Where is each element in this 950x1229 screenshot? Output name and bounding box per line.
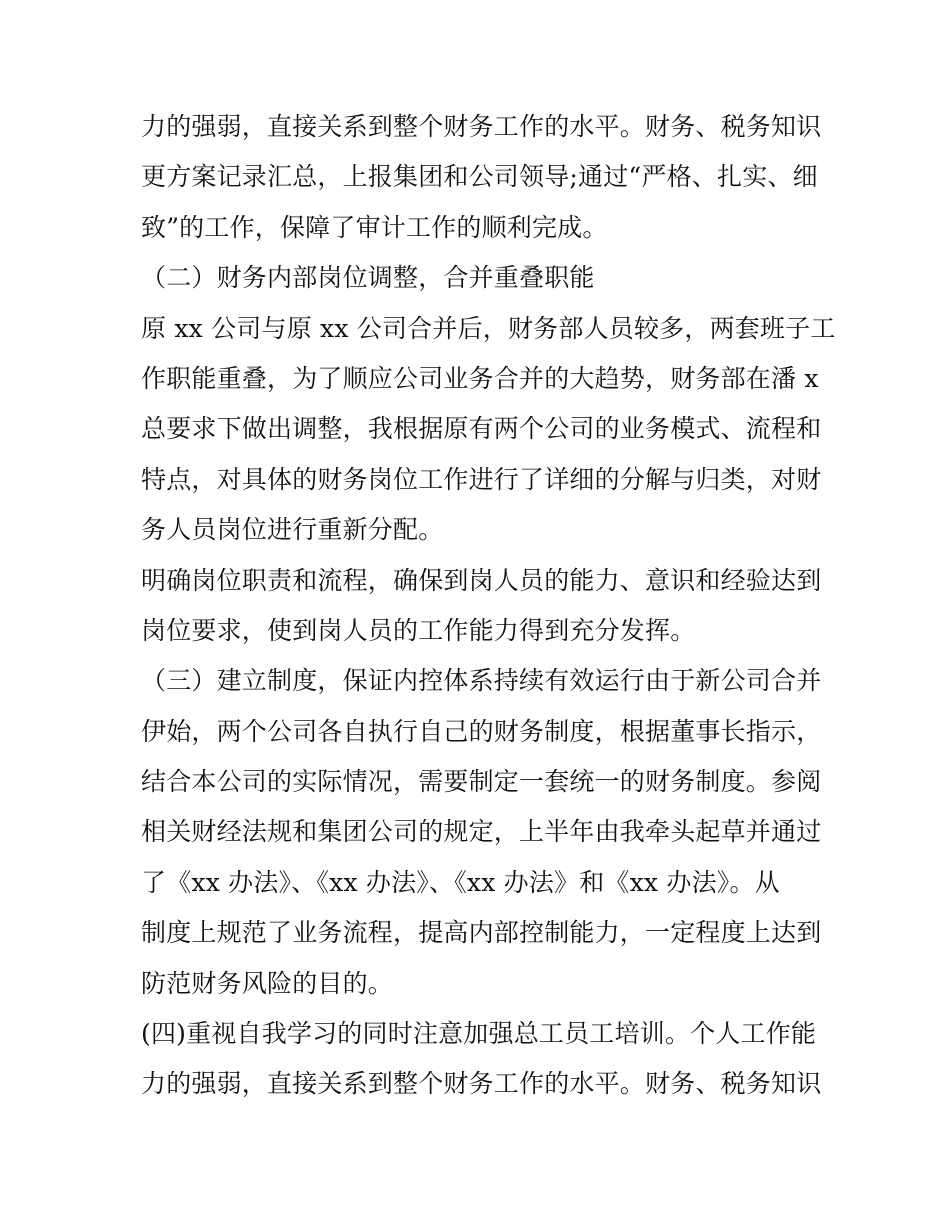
text-line: 明确岗位职责和流程，确保到岗人员的能力、意识和经验达到	[141, 565, 822, 595]
section-heading-3: （三）建立制度，保证内控体系持续有效运行由于新公司合并	[141, 666, 822, 696]
text-line: 相关财经法规和集团公司的规定，上半年由我牵头起草并通过	[141, 817, 822, 847]
text-line: 岗位要求，使到岗人员的工作能力得到充分发挥。	[141, 615, 696, 645]
text-line: 结合本公司的实际情况，需要制定一套统一的财务制度。参阅	[141, 767, 822, 797]
text-line: 原 xx 公司与原 xx 公司合并后，财务部人员较多，两套班子工	[141, 313, 836, 343]
text-line: 务人员岗位进行重新分配。	[141, 515, 444, 545]
text-line: 更方案记录汇总，上报集团和公司领导;通过“严格、扎实、细	[141, 162, 818, 192]
text-line: 作职能重叠，为了顺应公司业务合并的大趋势，财务部在潘 x	[141, 363, 819, 393]
text-line: 了《xx 办法》、《xx 办法》、《xx 办法》和《xx 办法》。从	[141, 867, 780, 897]
section-heading-2: （二）财务内部岗位调整，合并重叠职能	[141, 263, 595, 293]
text-line: 力的强弱，直接关系到整个财务工作的水平。财务、税务知识	[141, 112, 822, 141]
section-heading-4: (四)重视自我学习的同时注意加强总工员工培训。个人工作能	[141, 1019, 817, 1049]
text-line: 特点，对具体的财务岗位工作进行了详细的分解与归类，对财	[141, 464, 822, 494]
text-line: 致”的工作，保障了审计工作的顺利完成。	[141, 212, 608, 242]
text-line: 总要求下做出调整，我根据原有两个公司的业务模式、流程和	[141, 414, 822, 444]
text-line: 制度上规范了业务流程，提高内部控制能力，一定程度上达到	[141, 918, 822, 948]
text-line: 力的强弱，直接关系到整个财务工作的水平。财务、税务知识	[141, 1069, 822, 1099]
text-line: 伊始，两个公司各自执行自己的财务制度，根据董事长指示，	[141, 716, 822, 746]
text-line: 防范财务风险的目的。	[141, 968, 394, 998]
document-body	[141, 102, 836, 1110]
